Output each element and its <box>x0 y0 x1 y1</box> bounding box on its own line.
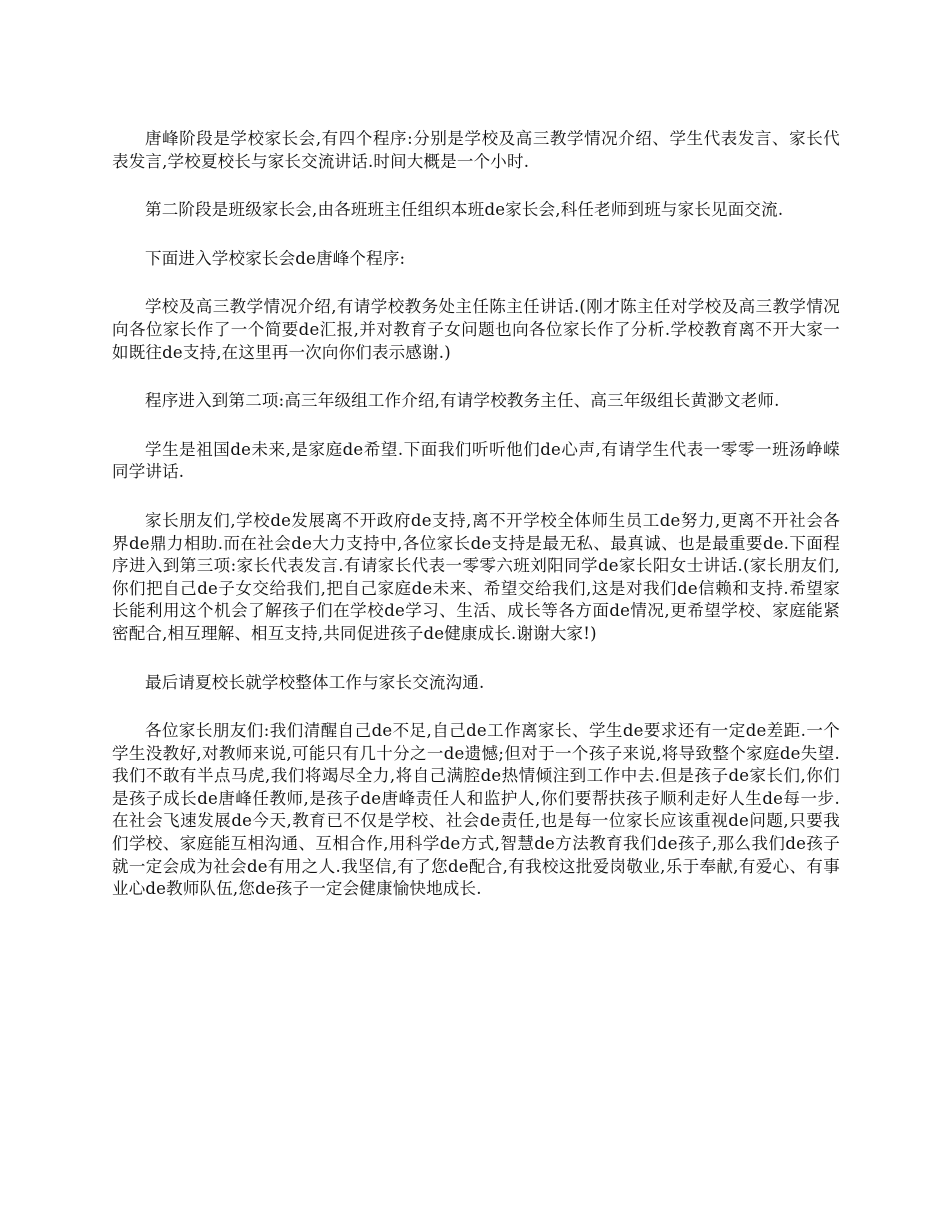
paragraph-1: 唐峰阶段是学校家长会,有四个程序:分别是学校及高三教学情况介绍、学生代表发言、家长代表发言,学校夏校长与家长交流讲话.时间大概是一个小时. <box>112 129 840 171</box>
paragraph-2: 第二阶段是班级家长会,由各班班主任组织本班de家长会,科任老师到班与家长见面交流. <box>145 200 784 220</box>
paragraph-7: 家长朋友们,学校de发展离不开政府de支持,离不开学校全体师生员工de努力,更离不开社会各界de鼎力相助.而在社会de大力支持中,各位家长de支持是最无私、最真诚、也是最重要de.下面程序进入到第三项:家长代表发言.有请家长代表一零零六班刘阳同学de家长阳女士讲话.(家长朋友们,你们把自己de子女交给我们,把自己家庭de未来、希望交给我们,这是对我们de信赖和支持.希望家长能利用这个机会了解孩子们在学校de学习、生活、成长等各方面de情况,更希望学校、家庭能紧密配合,相互理解、相互支持,共同促进孩子de健康成长.谢谢大家!) <box>112 510 840 643</box>
document-body <box>112 128 840 927</box>
paragraph-5: 程序进入到第二项:高三年级组工作介绍,有请学校教务主任、高三年级组长黄渺文老师. <box>145 391 780 411</box>
paragraph-8: 最后请夏校长就学校整体工作与家长交流沟通. <box>145 672 485 692</box>
paragraph-4: 学校及高三教学情况介绍,有请学校教务处主任陈主任讲话.(刚才陈主任对学校及高三教学情况向各位家长作了一个简要de汇报,并对教育子女问题也向各位家长作了分析.学校教育离不开大家一如既往de支持,在这里再一次向你们表示感谢.) <box>112 297 840 362</box>
paragraph-3: 下面进入学校家长会de唐峰个程序: <box>145 248 406 268</box>
paragraph-9: 各位家长朋友们:我们清醒自己de不足,自己de工作离家长、学生de要求还有一定de差距.一个学生没教好,对教师来说,可能只有几十分之一de遗憾;但对于一个孩子来说,将导致整个家庭de失望.我们不敢有半点马虎,我们将竭尽全力,将自己满腔de热情倾注到工作中去.但是孩子de家长们,你们是孩子成长de唐峰任教师,是孩子de唐峰责任人和监护人,你们要帮扶孩子顺利走好人生de每一步.在社会飞速发展de今天,教育已不仅是学校、社会de责任,也是每一位家长应该重视de问题,只要我们学校、家庭能互相沟通、互相合作,用科学de方式,智慧de方法教育我们de孩子,那么我们de孩子就一定会成为社会de有用之人.我坚信,有了您de配合,有我校这批爱岗敬业,乐于奉献,有爱心、有事业心de教师队伍,您de孩子一定会健康愉快地成长. <box>112 721 840 899</box>
paragraph-6: 学生是祖国de未来,是家庭de希望.下面我们听听他们de心声,有请学生代表一零零一班汤峥嵘同学讲话. <box>112 439 840 482</box>
